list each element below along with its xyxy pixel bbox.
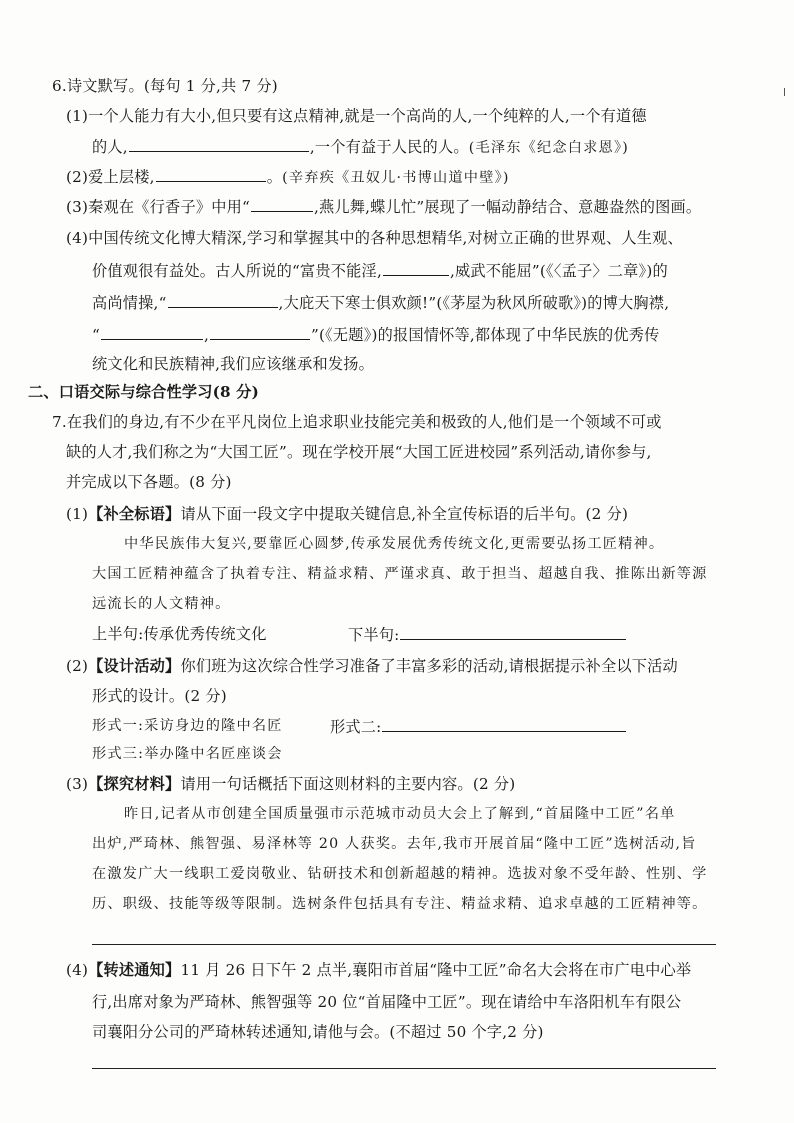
q7-s2-tag: 【设计活动】: [88, 657, 181, 675]
q7-s3-tag: 【探究材料】: [88, 775, 181, 793]
q6-p4-line2: [92, 260, 668, 281]
q6-p3: [66, 196, 701, 217]
q7-intro-line1: 7.在我们的身边,有不少在平凡岗位上追求职业技能完美和极致的人,他们是一个领域不可或: [52, 413, 662, 431]
answer-blank[interactable]: [156, 166, 266, 182]
q6-p1-source: (毛泽东《纪念白求恩》): [468, 140, 629, 156]
q6-p2: [66, 166, 510, 188]
q7-s1-para-line2: 大国工匠精神蕴含了执着专注、精益求精、严谨求真、敢于担当、超越自我、推陈出新等源: [92, 566, 708, 582]
q6-p4-text-e: “: [92, 326, 100, 344]
answer-blank[interactable]: [382, 716, 626, 732]
q6-p3-text-a: (3)秦观在《行香子》中用“: [66, 198, 250, 216]
q6-p4-line5: 统文化和民族精神,我们应该继承和发扬。: [92, 355, 375, 373]
q6-title: 6.诗文默写。(每句 1 分,共 7 分): [52, 77, 278, 95]
q7-s1-upper: 上半句:传承优秀传统文化: [92, 625, 267, 643]
q7-s2-text-line2: 形式的设计。(2 分): [92, 687, 227, 705]
q7-s2-text: 你们班为这次综合性学习准备了丰富多彩的活动,请根据提示补全以下活动: [180, 657, 678, 675]
q7-s2-number: (2): [66, 657, 89, 675]
q6-p4-line1: (4)中国传统文化博大精深,学习和掌握其中的各种思想精华,对树立正确的世界观、人生观、: [66, 229, 683, 247]
q7-s4-text-line2: 行,出席对象为严琦林、熊智强等 20 位“首届隆中工匠”。现在请给中车洛阳机车有限公: [92, 993, 682, 1011]
q7-s1-number: (1): [66, 505, 89, 523]
q6-p2-text-a: (2)爱上层楼,: [66, 168, 155, 186]
q6-p4-text-a: 价值观很有益处。古人所说的“富贵不能淫,: [92, 262, 382, 280]
q7-s2-form1: 形式一:采访身边的隆中名匠: [92, 718, 283, 734]
q7-intro-line2: 缺的人才,我们称之为“大国工匠”。现在学校开展“大国工匠进校园”系列活动,请你参与,: [66, 443, 652, 461]
q6-p4-text-f: ,: [203, 326, 209, 344]
q7-s1-lower-label: 下半句:: [348, 626, 400, 644]
answer-blank[interactable]: [210, 324, 310, 340]
q7-s3-para-line3: 在激发广大一线职工爱岗敬业、钻研技术和创新超越的精神。选拔对象不受年龄、性别、学: [92, 866, 708, 882]
q6-p4-text-c: 高尚情操,“: [92, 294, 167, 312]
q6-p4-line3: [92, 292, 669, 313]
section2-title: 二、口语交际与综合性学习(8 分): [28, 383, 260, 401]
q7-s4-text-line3: 司襄阳分公司的严琦林转述通知,请他与会。(不超过 50 个字,2 分): [92, 1023, 544, 1041]
q6-p1-text-b: ,一个有益于人民的人。: [309, 138, 469, 156]
q7-s2-form2: [330, 716, 627, 737]
q7-s3-prompt: [66, 774, 515, 794]
q7-s3-para-line2: 出炉,严琦林、熊智强、易泽林等 20 人获奖。去年,我市开展首届“隆中工匠”选树活动,旨: [92, 836, 697, 852]
q7-s3-para-line1: 昨日,记者从市创建全国质量强市示范城市动员大会上了解到,“首届隆中工匠”名单: [124, 806, 676, 822]
q6-p4-text-b: ,威武不能屈”(《〈孟子〉二章》)的: [449, 262, 668, 280]
answer-blank[interactable]: [383, 260, 449, 276]
page-edge-mark: [784, 88, 785, 96]
q7-s4-text: 11 月 26 日下午 2 点半,襄阳市首届“隆中工匠”命名大会将在市广电中心举: [180, 961, 692, 979]
answer-blank[interactable]: [400, 624, 626, 640]
answer-blank[interactable]: [251, 196, 313, 212]
q7-s1-tag: 【补全标语】: [88, 505, 181, 523]
answer-blank[interactable]: [168, 292, 278, 308]
q7-s3-text: 请用一句话概括下面这则材料的主要内容。(2 分): [180, 775, 516, 793]
q7-s4-prompt: [66, 960, 691, 980]
q7-s4-number: (4): [66, 961, 89, 979]
q7-s1-para-line1: 中华民族伟大复兴,要靠匠心圆梦,传承发展优秀传统文化,更需要弘扬工匠精神。: [124, 536, 665, 552]
q6-p1-line2: [92, 136, 629, 158]
answer-blank[interactable]: [129, 136, 309, 152]
q6-p2-text-b: 。: [266, 168, 283, 186]
q7-s2-form3: 形式三:举办隆中名匠座谈会: [92, 746, 283, 762]
answer-blank[interactable]: [101, 324, 203, 340]
q7-intro-line3: 并完成以下各题。(8 分): [66, 473, 232, 491]
q6-p2-source: (辛弃疾《丑奴儿·书博山道中壁》): [282, 170, 510, 186]
q7-s2-prompt: [66, 656, 678, 676]
q6-p4-text-g: ”(《无题》)的报国情怀等,都体现了中华民族的优秀传: [311, 326, 660, 344]
q6-p1-text-a: 的人,: [92, 138, 128, 156]
q7-s1-text: 请从下面一段文字中提取关键信息,补全宣传标语的后半句。(2 分): [180, 505, 629, 523]
q7-s3-answer-line[interactable]: [92, 944, 716, 945]
q6-p4-text-d: ,大庇天下寒士俱欢颜!”(《茅屋为秋风所破歌》)的博大胸襟,: [278, 294, 670, 312]
q7-s2-form2-label: 形式二:: [330, 718, 382, 736]
q7-s4-tag: 【转述通知】: [88, 961, 181, 979]
q7-s1-lower: [348, 624, 627, 645]
q7-s1-para-line3: 远流长的人文精神。: [92, 596, 231, 612]
q7-s3-number: (3): [66, 775, 89, 793]
q7-s4-answer-line[interactable]: [92, 1068, 716, 1069]
q6-p4-line4: [92, 324, 660, 345]
q6-p3-text-b: ,燕儿舞,蝶儿忙”展现了一幅动静结合、意趣盎然的图画。: [313, 198, 702, 216]
q7-s3-para-line4: 历、职级、技能等级等限制。选树条件包括具有专注、精益求精、追求卓越的工匠精神等。: [92, 896, 708, 912]
q6-p1-line1: (1)一个人能力有大小,但只要有这点精神,就是一个高尚的人,一个纯粹的人,一个有道德: [66, 107, 647, 125]
q7-s1-prompt: [66, 504, 628, 524]
